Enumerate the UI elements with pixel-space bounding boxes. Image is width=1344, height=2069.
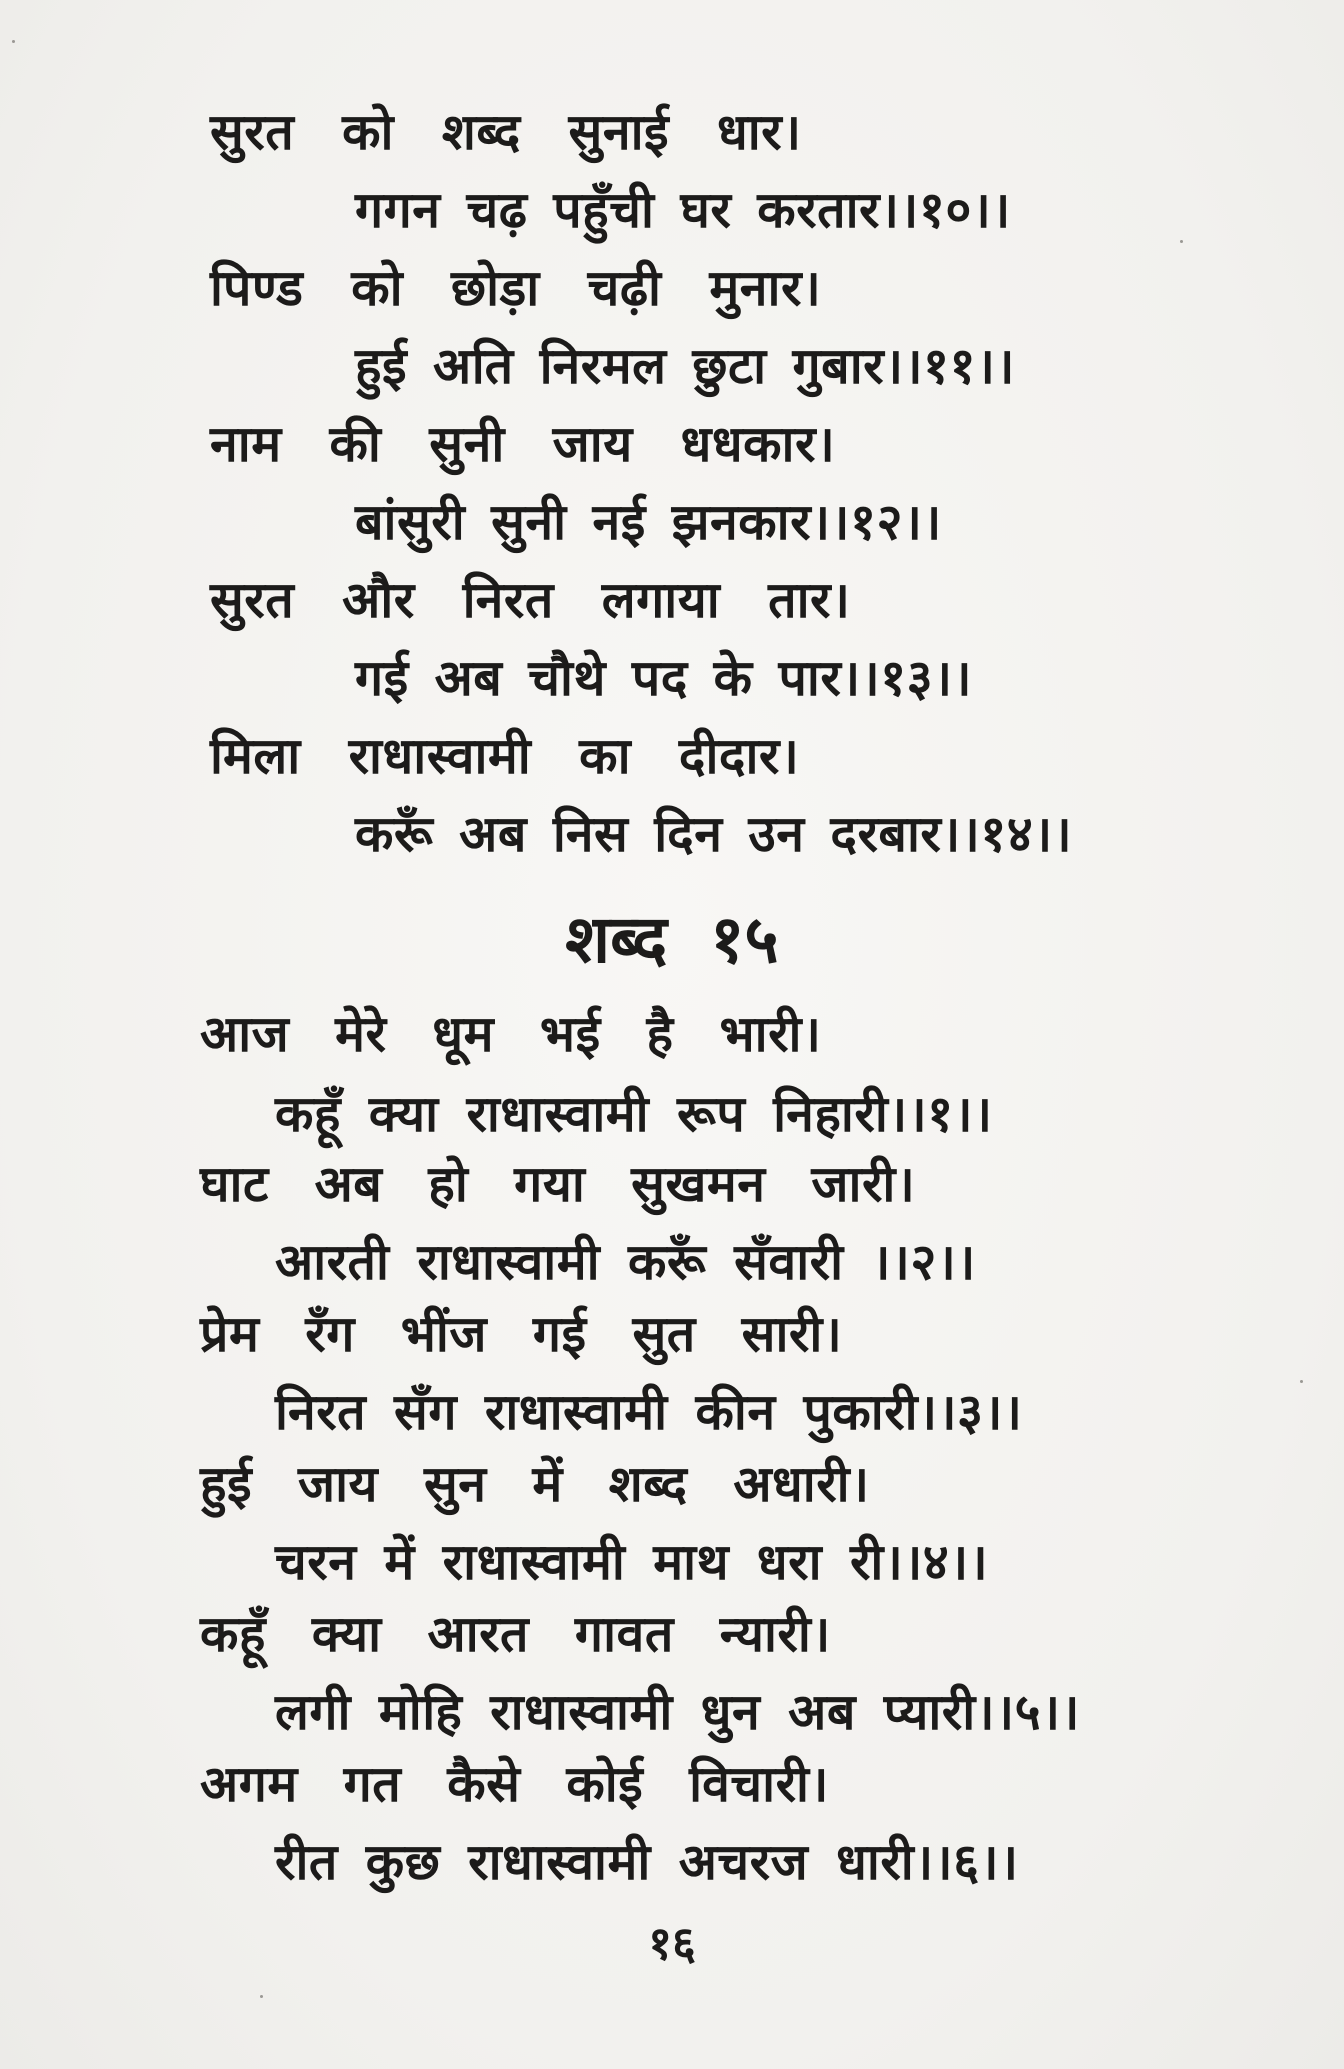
verse-14-line-1: मिला राधास्वामी का दीदार। (210, 727, 800, 785)
verse-12-line-1: नाम की सुनी जाय धधकार। (210, 415, 836, 473)
verse-10-line-2: गगन चढ़ पहुँची घर करतार।।१०।। (355, 181, 1011, 239)
paper-speck (1180, 240, 1183, 243)
verse-6-line-2: रीत कुछ राधास्वामी अचरज धारी।।६।। (275, 1833, 1019, 1891)
section-heading: शब्द १५ (565, 901, 779, 978)
paper-speck (1300, 1380, 1303, 1383)
verse-3-line-1: प्रेम रँग भींज गई सुत सारी। (200, 1305, 843, 1363)
paper-speck (260, 1995, 263, 1998)
verse-2-line-1: घाट अब हो गया सुखमन जारी। (200, 1155, 916, 1213)
verse-4-line-2: चरन में राधास्वामी माथ धरा री।।४।। (275, 1533, 989, 1591)
verse-6-line-1: अगम गत कैसे कोई विचारी। (200, 1755, 829, 1813)
verse-11-line-1: पिण्ड को छोड़ा चढ़ी मुनार। (210, 259, 822, 317)
verse-2-line-2: आरती राधास्वामी करूँ सँवारी ।।२।। (275, 1233, 976, 1291)
verse-1-line-2: कहूँ क्या राधास्वामी रूप निहारी।।१।। (275, 1085, 993, 1143)
verse-11-line-2: हुई अति निरमल छुटा गुबार।।११।। (355, 337, 1015, 395)
verse-5-line-2: लगी मोहि राधास्वामी धुन अब प्यारी।।५।। (275, 1683, 1080, 1741)
verse-14-line-2: करूँ अब निस दिन उन दरबार।।१४।। (355, 805, 1073, 863)
verse-13-line-2: गई अब चौथे पद के पार।।१३।। (355, 649, 973, 707)
verse-4-line-1: हुई जाय सुन में शब्द अधारी। (200, 1455, 870, 1513)
page-number: १६ (648, 1916, 696, 1970)
verse-3-line-2: निरत सँग राधास्वामी कीन पुकारी।।३।। (275, 1383, 1023, 1441)
paper-speck (12, 40, 15, 43)
verse-10-line-1: सुरत को शब्द सुनाई धार। (210, 103, 802, 161)
verse-13-line-1: सुरत और निरत लगाया तार। (210, 571, 851, 629)
verse-12-line-2: बांसुरी सुनी नई झनकार।।१२।। (355, 493, 942, 551)
verse-1-line-1: आज मेरे धूम भई है भारी। (200, 1005, 822, 1063)
verse-5-line-1: कहूँ क्या आरत गावत न्यारी। (200, 1605, 831, 1663)
